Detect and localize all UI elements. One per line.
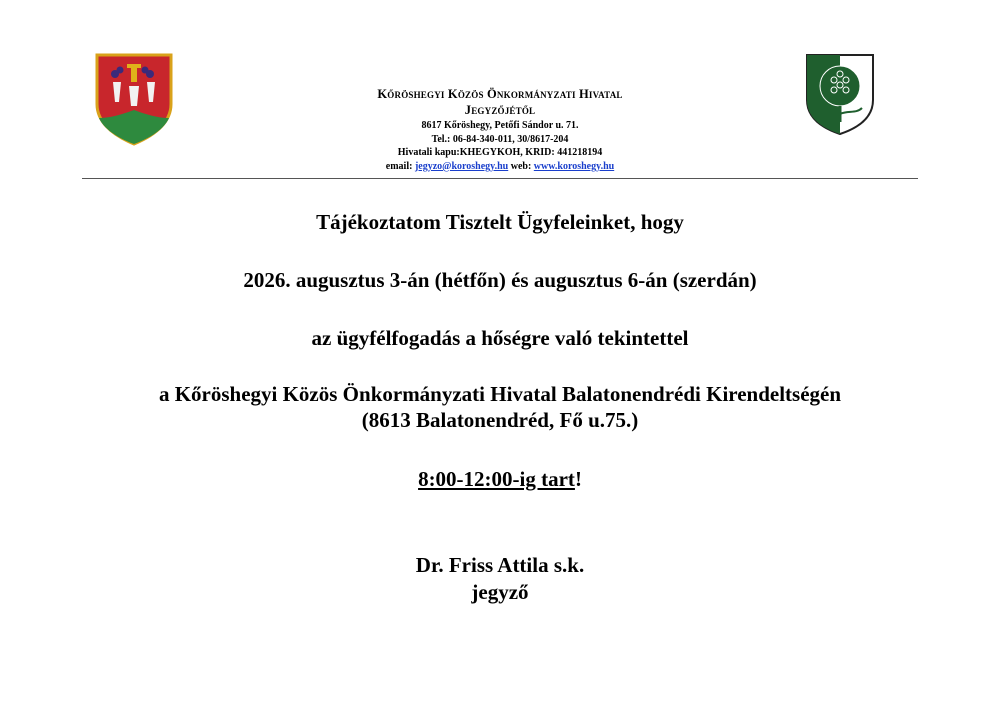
notice-line-office: a Kőröshegyi Közös Önkormányzati Hivatal Balatonendrédi Kirendeltségén	[158, 382, 842, 406]
notice-line-reason: az ügyfélfogadás a hőségre való tekintettel	[311, 326, 689, 350]
office-gate-line: Hivatali kapu:KHEGYKOH, KRID: 441218194	[397, 147, 603, 158]
email-label: email:	[385, 160, 413, 172]
hours-exclamation: !	[574, 467, 582, 491]
notice-line-hours	[40, 467, 960, 491]
koroshegy-coat-of-arms-icon	[93, 52, 175, 146]
email-link[interactable]: jegyzo@koroshegy.hu	[414, 160, 509, 172]
organization-name: Kőröshegyi Közös Önkormányzati Hivatal	[377, 87, 623, 101]
signature-name: Dr. Friss Attila s.k.	[415, 553, 585, 577]
notice-line-address: (8613 Balatonendréd, Fő u.75.)	[361, 408, 639, 432]
header-divider	[82, 178, 918, 179]
notice-line-intro: Tájékoztatom Tisztelt Ügyfeleinket, hogy	[316, 210, 684, 234]
phone-line: Tel.: 06-84-340-011, 30/8617-204	[431, 133, 569, 145]
hours-text: 8:00-12:00-ig tart	[418, 467, 575, 491]
web-label: web:	[510, 160, 532, 172]
website-link[interactable]: www.koroshegy.hu	[533, 160, 615, 172]
organization-subtitle: Jegyzőjétől	[464, 103, 536, 117]
emblem-icon	[804, 52, 876, 136]
address-line: 8617 Kőröshegy, Petőfi Sándor u. 71.	[421, 120, 579, 131]
notice-line-dates: 2026. augusztus 3-án (hétfőn) és augusztus 6-án (szerdán)	[243, 268, 757, 292]
letterhead	[200, 86, 800, 173]
contact-line	[200, 160, 800, 174]
signature-title: jegyző	[471, 580, 529, 604]
